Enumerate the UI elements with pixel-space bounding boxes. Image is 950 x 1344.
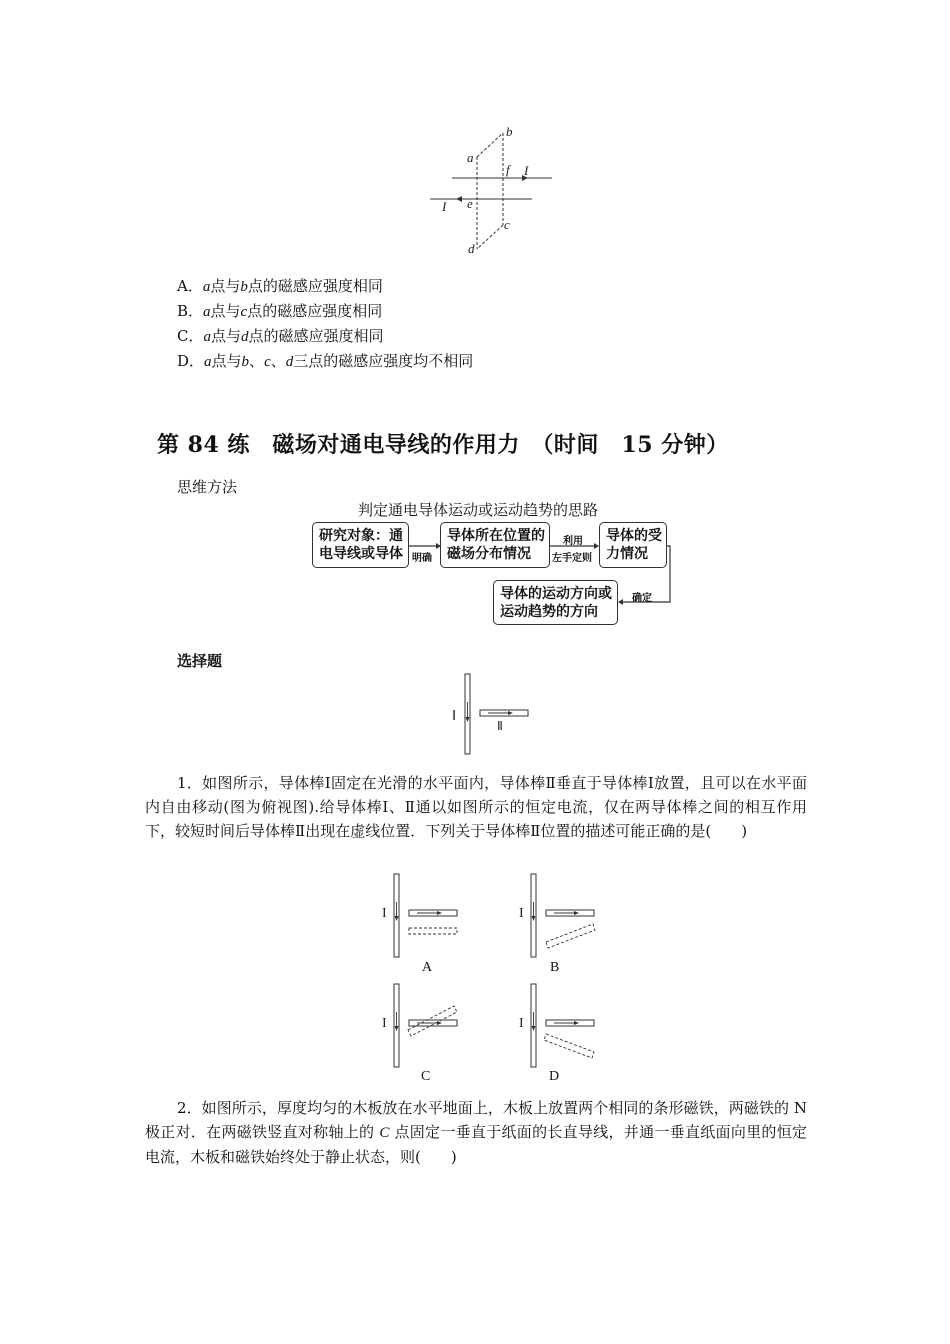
flow-arrow-label-1: 明确	[412, 553, 432, 564]
flow-box-field-distribution: 导体所在位置的 磁场分布情况	[440, 522, 550, 568]
label-i-top: I	[524, 163, 529, 178]
label-b: b	[506, 124, 513, 139]
prev-option-a: A．a点与b点的磁感应强度相同	[177, 277, 383, 295]
question-1: 1．如图所示，导体棒Ⅰ固定在光滑的水平面内，导体棒Ⅱ垂直于导体棒Ⅰ放置，且可以在水平面内自由移动(图为俯视图).给导体棒Ⅰ、Ⅱ通以如图所示的恒定电流，仅在两导体棒之间的相互作用下，较短时间后导体棒Ⅱ出现在虚线位置．下列关于导体棒Ⅱ位置的描述可能正确的是( )	[145, 774, 807, 840]
label-a: a	[467, 150, 474, 165]
flow-arrow-label-2-top: 利用	[563, 536, 583, 547]
label-c: c	[504, 217, 510, 232]
flow-arrow-label-3: 确定	[632, 593, 652, 604]
section-title: 第 84 练 磁场对通电导线的作用力 （时间 15 分钟）	[157, 432, 729, 458]
flow-arrow-3-icon	[618, 599, 623, 605]
q1-option-c-label[interactable]: C	[421, 1069, 431, 1084]
question-2: 2．如图所示，厚度均匀的木板放在水平地面上，木板上放置两个相同的条形磁铁，两磁铁的 N 极正对．在两磁铁竖直对称轴上的 C 点固定一垂直于纸面的长直导线，并通一垂直纸面向里的恒定电流，木板和磁铁始终处于静止状态，则( )	[145, 1099, 807, 1166]
flow-arrow-label-2-bottom: 左手定则	[552, 553, 592, 564]
svg-text:I: I	[519, 906, 524, 921]
prev-option-c: C．a点与d点的磁感应强度相同	[177, 327, 384, 345]
flow-box-force: 导体的受 力情况	[599, 522, 667, 568]
rod-ii-label: Ⅱ	[497, 719, 503, 733]
q1-option-d-label[interactable]: D	[549, 1069, 560, 1084]
q1-option-a-figure	[380, 872, 470, 962]
svg-text:I: I	[382, 1016, 387, 1031]
label-e: e	[467, 196, 473, 211]
rod-i-label: Ⅰ	[452, 709, 457, 724]
svg-text:I: I	[519, 1016, 524, 1031]
flow-title: 判定通电导体运动或运动趋势的思路	[358, 501, 599, 519]
q1-option-b-figure	[517, 872, 607, 962]
q1-option-a-label[interactable]: A	[422, 960, 433, 975]
label-f: f	[506, 162, 510, 177]
prev-option-d: D．a点与b、c、d三点的磁感应强度均不相同	[177, 352, 474, 370]
flow-box-research-object: 研究对象：通 电导线或导体	[312, 522, 409, 568]
q1-option-c-figure	[380, 982, 470, 1072]
q1-option-d-figure	[517, 982, 607, 1072]
choice-label: 选择题	[177, 652, 223, 670]
q1-option-b-label[interactable]: B	[550, 960, 560, 975]
prev-option-b: B．a点与c点的磁感应强度相同	[177, 302, 383, 320]
label-d: d	[468, 241, 475, 256]
method-label: 思维方法	[177, 478, 238, 496]
q1-figure	[450, 672, 540, 757]
flow-box-motion: 导体的运动方向或 运动趋势的方向	[493, 580, 618, 625]
svg-text:I: I	[382, 906, 387, 921]
label-i-bottom: I	[442, 199, 447, 214]
